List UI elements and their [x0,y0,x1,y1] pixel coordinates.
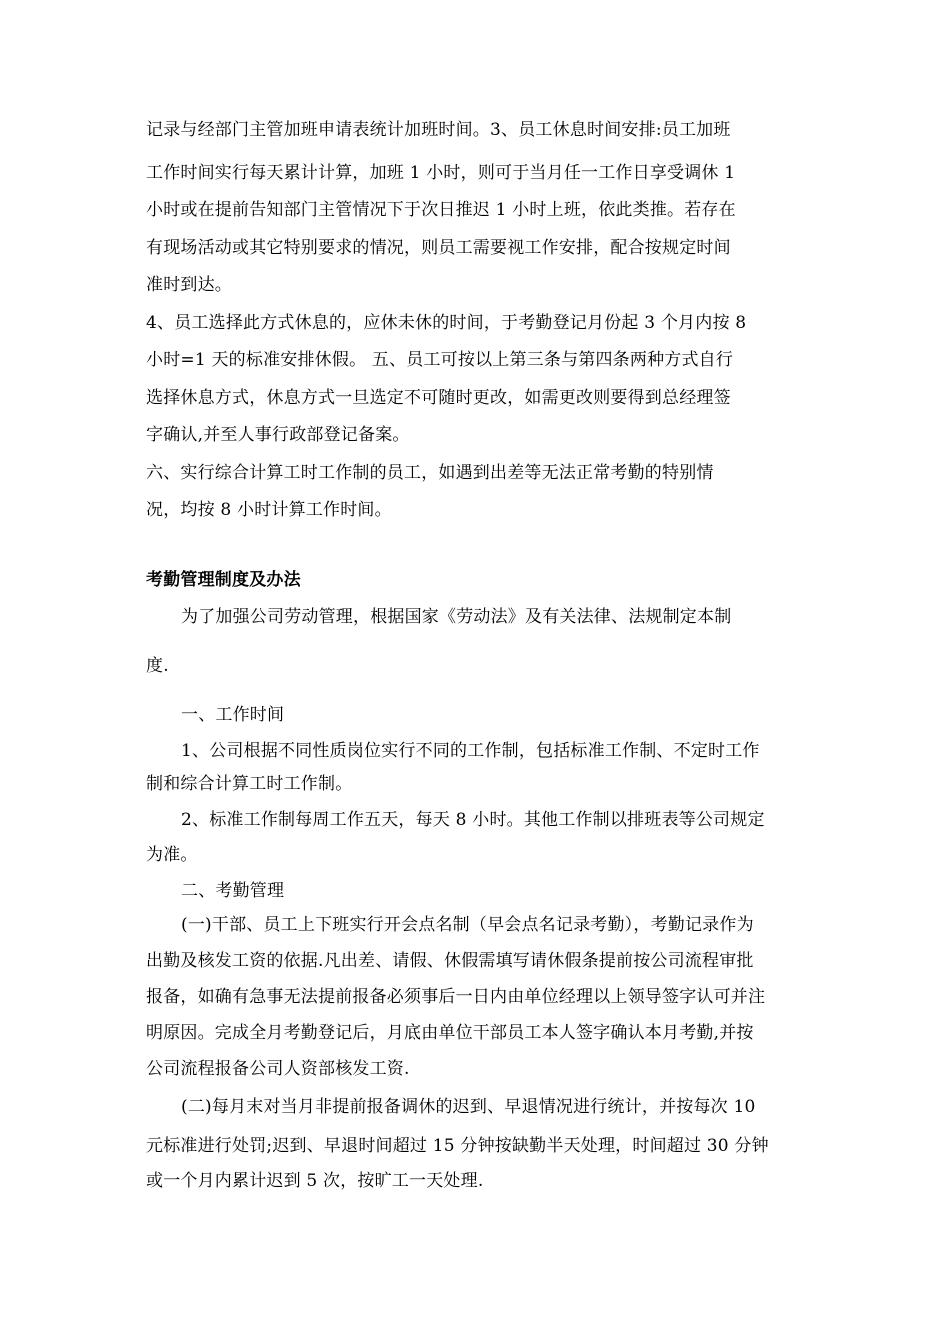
heading-work-time: 一、工作时间 [181,705,285,725]
text-line: 准时到达。 [146,275,232,295]
text-line: 况，均按 8 小时计算工作时间。 [146,500,392,520]
text-line: 元标准进行处罚;迟到、早退时间超过 15 分钟按缺勤半天处理，时间超过 30 分钟 [146,1136,769,1156]
text-line: 为准。 [146,845,198,865]
text-line: 出勤及核发工资的依据.凡出差、请假、休假需填写请休假条提前按公司流程审批 [146,951,754,971]
text-line: 为了加强公司劳动管理，根据国家《劳动法》及有关法律、法规制定本制 [181,607,732,627]
text-line: 或一个月内累计迟到 5 次，按旷工一天处理. [146,1171,484,1191]
text-line: 小时=1 天的标准安排休假。 五、员工可按以上第三条与第四条两种方式自行 [146,350,734,370]
text-line: (二)每月末对当月非提前报备调休的迟到、早退情况进行统计，并按每次 10 [181,1097,756,1117]
text-line: 明原因。完成全月考勤登记后，月底由单位干部员工本人签字确认本月考勤,并按 [146,1023,754,1043]
text-line: 有现场活动或其它特别要求的情况，则员工需要视工作安排，配合按规定时间 [146,238,731,258]
text-line: 选择休息方式，休息方式一旦选定不可随时更改，如需更改则要得到总经理签 [146,388,731,408]
text-line: 记录与经部门主管加班申请表统计加班时间。3、员工休息时间安排:员工加班 [146,120,731,140]
text-line: 1、公司根据不同性质岗位实行不同的工作制，包括标准工作制、不定时工作 [181,741,760,761]
text-line: 报备，如确有急事无法提前报备必须事后一日内由单位经理以上领导签字认可并注 [146,987,766,1007]
text-line: 公司流程报备公司人资部核发工资. [146,1059,410,1079]
text-line: (一)干部、员工上下班实行开会点名制（早会点名记录考勤），考勤记录作为 [181,915,754,935]
text-line: 制和综合计算工时工作制。 [146,774,353,794]
section-title: 考勤管理制度及办法 [146,570,301,590]
text-line: 4、员工选择此方式休息的，应休未休的时间，于考勤登记月份起 3 个月内按 8 [146,313,747,333]
heading-attendance: 二、考勤管理 [181,881,285,901]
text-line: 工作时间实行每天累计计算，加班 1 小时，则可于当月任一工作日享受调休 1 [146,163,736,183]
text-line: 字确认,并至人事行政部登记备案。 [146,425,410,445]
text-line: 2、标准工作制每周工作五天，每天 8 小时。其他工作制以排班表等公司规定 [181,810,765,830]
text-line: 度. [146,656,169,676]
text-line: 小时或在提前告知部门主管情况下于次日推迟 1 小时上班，依此类推。若存在 [146,200,736,220]
text-line: 六、实行综合计算工时工作制的员工，如遇到出差等无法正常考勤的特别情 [146,463,714,483]
